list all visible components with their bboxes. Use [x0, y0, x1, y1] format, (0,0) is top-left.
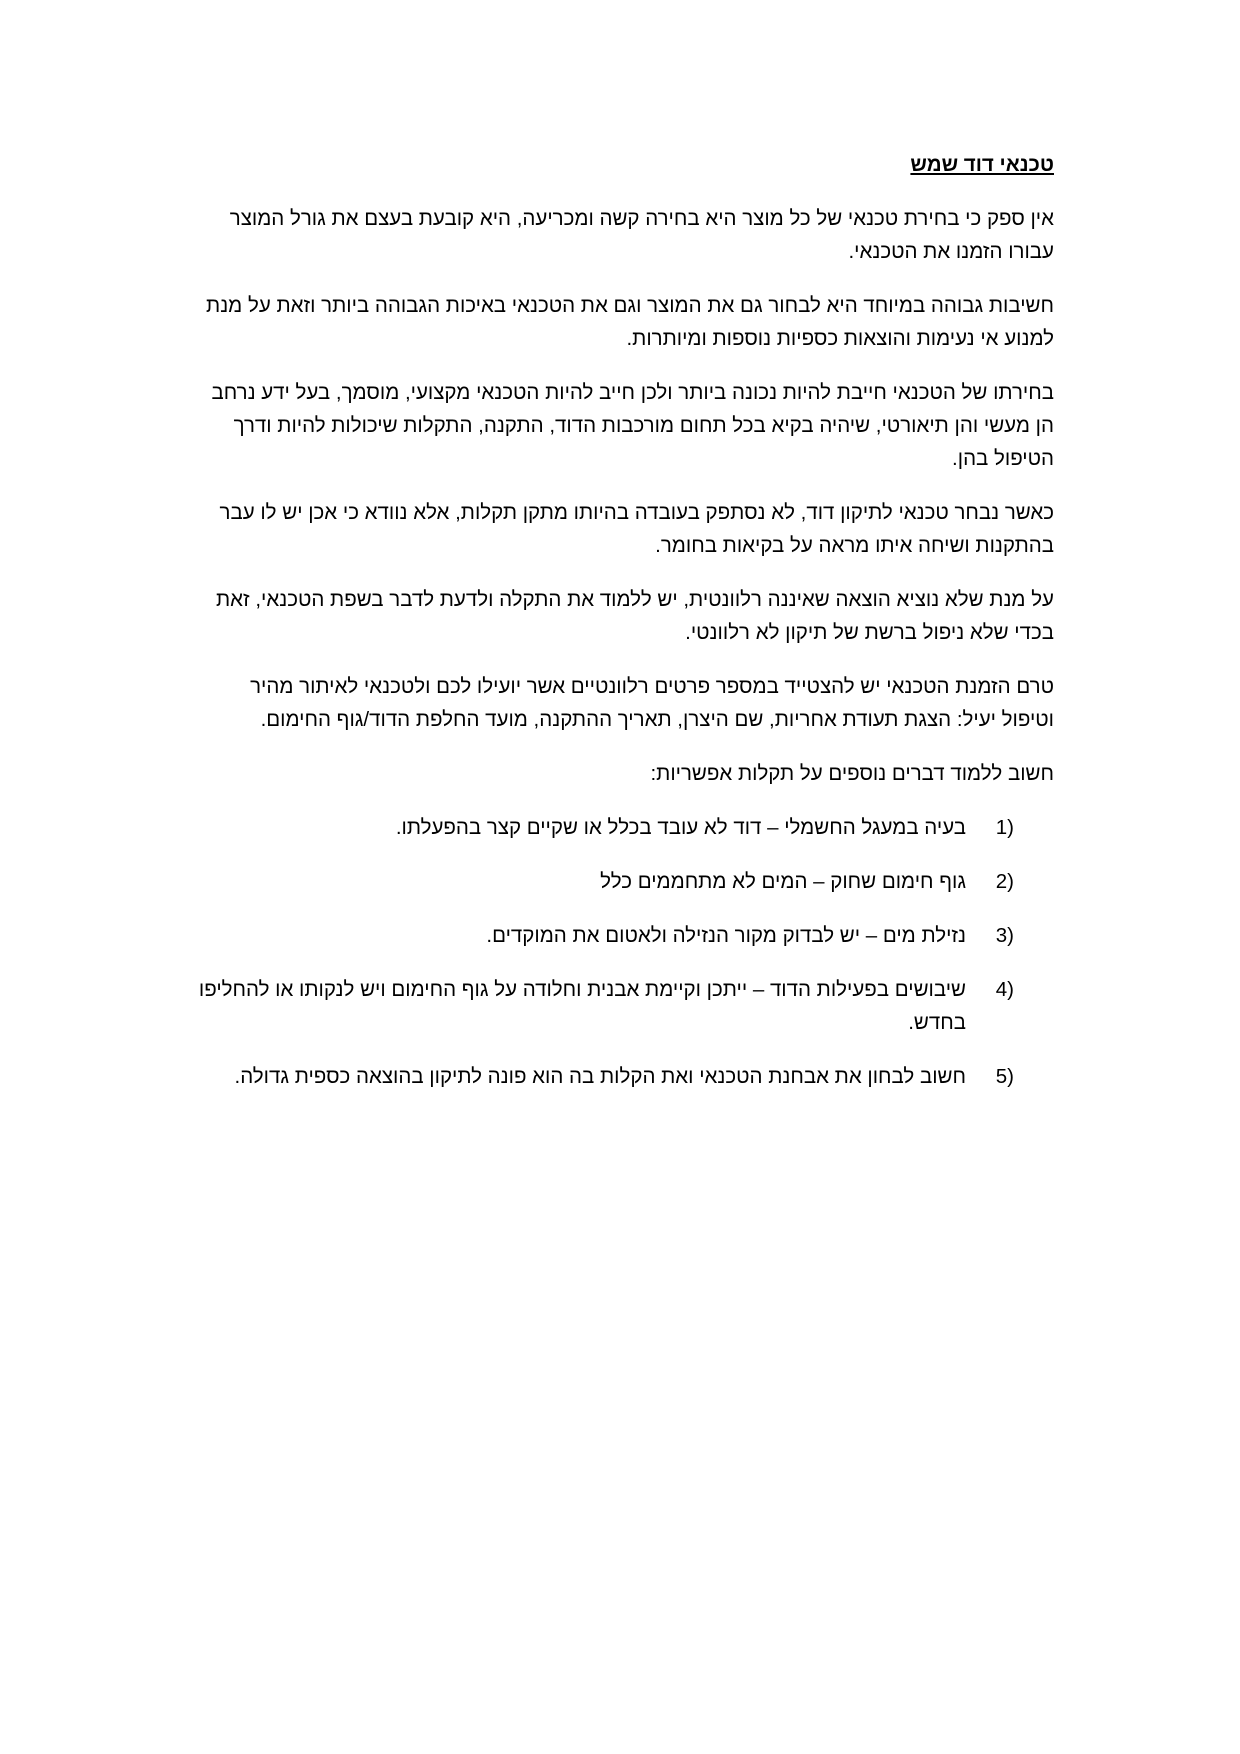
- list-item: [194, 919, 1014, 952]
- paragraph-qualifications: בחירתו של הטכנאי חייבת להיות נכונה ביותר ולכן חייב להיות הטכנאי מקצועי, מוסמך, בעל ידע נרחב הן מעשי והן תיאורטי, שיהיה בקיא בכל תחום מורכבות הדוד, התקנה, התקלות שיכולות להיות ודרך הטיפול בהן.: [211, 381, 1054, 470]
- paragraph-importance: חשיבות גבוהה במיוחד היא לבחור גם את המוצר וגם את הטכנאי באיכות הגבוהה ביותר וזאת על מנת למנוע אי נעימות והוצאות כספיות נוספות ומיותרות.: [206, 294, 1054, 350]
- list-item-text: שיבושים בפעילות הדוד – ייתכן וקיימת אבנית וחלודה על גוף החימום ויש לנקותו או להחליפו בחדש.: [198, 978, 966, 1034]
- list-item: [194, 973, 1014, 1039]
- paragraph-list-intro: חשוב ללמוד דברים נוספים על תקלות אפשריות:: [650, 762, 1054, 785]
- paragraph-expenses: על מנת שלא נוציא הוצאה שאיננה רלוונטית, יש ללמוד את התקלה ולדעת לדבר בשפת הטכנאי, זאת בכדי שלא ניפול ברשת של תיקון לא רלוונטי.: [216, 588, 1054, 644]
- list-item-number: 1): [995, 816, 1014, 839]
- list-item: [194, 865, 1014, 898]
- list-item: [194, 1060, 1014, 1093]
- paragraph-intro: אין ספק כי בחירת טכנאי של כל מוצר היא בחירה קשה ומכריעה, היא קובעת בעצם את גורל המוצר עבורו הזמנו את הטכנאי.: [229, 207, 1054, 263]
- document-title: טכנאי דוד שמש: [910, 153, 1054, 176]
- paragraph-experience: כאשר נבחר טכנאי לתיקון דוד, לא נסתפק בעובדה בהיותו מתקן תקלות, אלא נוודא כי אכן יש לו עבר בהתקנות ושיחה איתו מראה על בקיאות בחומר.: [219, 501, 1054, 557]
- list-item-number: 2): [995, 870, 1014, 893]
- list-item-text: גוף חימום שחוק – המים לא מתחממים כלל: [600, 870, 966, 893]
- document-body: [194, 150, 1054, 1114]
- list-item-text: נזילת מים – יש לבדוק מקור הנזילה ולאטום את המוקדים.: [486, 924, 966, 947]
- paragraph-preparation: טרם הזמנת הטכנאי יש להצטייד במספר פרטים רלוונטיים אשר יועילו לכם ולטכנאי לאיתור מהיר וטיפול יעיל: הצגת תעודת אחריות, שם היצרן, תאריך ההתקנה, מועד החלפת הדוד/גוף החימום.: [250, 675, 1054, 731]
- list-item-text: בעיה במעגל החשמלי – דוד לא עובד בכלל או שקיים קצר בהפעלתו.: [395, 816, 966, 839]
- list-item-number: 4): [995, 978, 1014, 1001]
- list-item-text: חשוב לבחון את אבחנת הטכנאי ואת הקלות בה הוא פונה לתיקון בהוצאה כספית גדולה.: [234, 1065, 966, 1088]
- faults-list: [194, 811, 1054, 1093]
- list-item: [194, 811, 1014, 844]
- list-item-number: 5): [995, 1065, 1014, 1088]
- list-item-number: 3): [995, 924, 1014, 947]
